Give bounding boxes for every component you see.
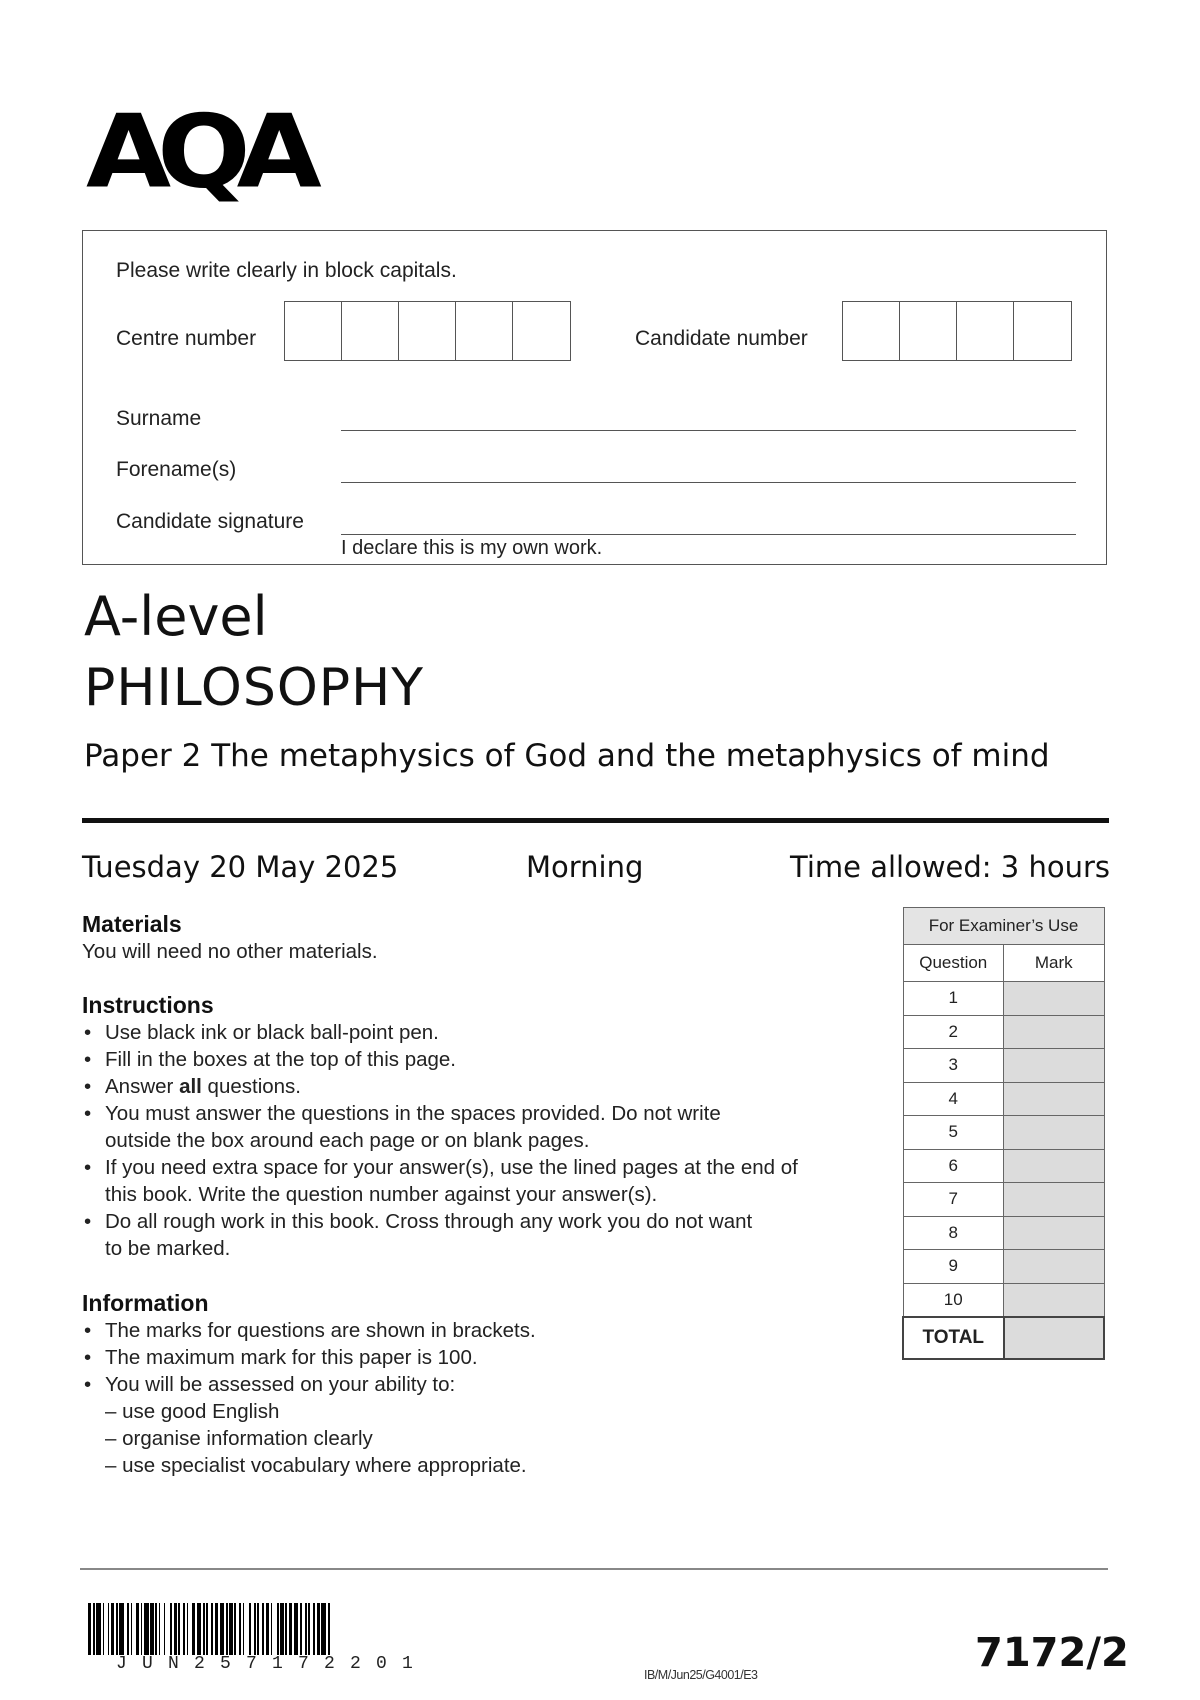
information-heading: Information	[82, 1290, 209, 1316]
information-section	[82, 1290, 882, 1479]
surname-label: Surname	[116, 407, 202, 430]
information-item: • You will be assessed on your ability to:	[82, 1371, 882, 1398]
instruction-item: • You must answer the questions in the spaces provided. Do not write outside the box around each page or on blank pages.	[82, 1100, 902, 1154]
document-reference: IB/M/Jun25/G4001/E3	[644, 1668, 758, 1682]
mark-cell	[1004, 1250, 1105, 1284]
forenames-label: Forename(s)	[116, 458, 237, 481]
qualification-level: A-level	[84, 585, 268, 648]
paper-title: Paper 2 The metaphysics of God and the metaphysics of mind	[84, 738, 1050, 774]
examiners-use-table	[902, 907, 1105, 1360]
examiners-use-heading: For Examiner’s Use	[903, 908, 1104, 945]
centre-number-boxes[interactable]	[284, 301, 571, 361]
mark-cell	[1004, 1015, 1105, 1049]
mark-cell	[1004, 1116, 1105, 1150]
information-subitem: – use specialist vocabulary where appropriate.	[105, 1454, 527, 1477]
aqa-logo: AQA	[86, 92, 308, 211]
instructions-heading: Instructions	[82, 992, 214, 1018]
centre-number-label: Centre number	[116, 327, 257, 350]
candidate-number-boxes[interactable]	[842, 301, 1072, 361]
question-number: 5	[903, 1116, 1004, 1150]
footer-divider	[80, 1568, 1108, 1570]
information-subitem: – use good English	[105, 1400, 280, 1423]
information-subitem: – organise information clearly	[105, 1427, 373, 1450]
forenames-line[interactable]	[341, 482, 1076, 483]
mark-cell	[1004, 1149, 1105, 1183]
mark-cell	[1004, 1082, 1105, 1116]
block-capitals-instruction: Please write clearly in block capitals.	[116, 259, 457, 282]
instruction-item: • Use black ink or black ball-point pen.	[82, 1019, 902, 1046]
information-item: • The maximum mark for this paper is 100.	[82, 1344, 882, 1371]
materials-text: You will need no other materials.	[82, 940, 378, 963]
instruction-item: • If you need extra space for your answer(s), use the lined pages at the end of this book. Write the question number against your answer(s).	[82, 1154, 902, 1208]
question-number: 4	[903, 1082, 1004, 1116]
exam-date: Tuesday 20 May 2025	[82, 850, 399, 884]
candidate-details-box	[82, 230, 1107, 565]
materials-heading: Materials	[82, 911, 182, 937]
mark-cell	[1004, 1049, 1105, 1083]
mark-column-header: Mark	[1004, 945, 1105, 982]
title-divider	[82, 818, 1109, 823]
time-allowed: Time allowed: 3 hours	[790, 850, 1110, 884]
mark-cell	[1004, 1216, 1105, 1250]
candidate-signature-label: Candidate signature	[116, 510, 304, 533]
subject-title: PHILOSOPHY	[84, 658, 425, 718]
declaration-text: I declare this is my own work.	[341, 537, 603, 559]
question-number: 2	[903, 1015, 1004, 1049]
question-column-header: Question	[903, 945, 1004, 982]
mark-cell	[1004, 982, 1105, 1016]
instructions-section	[82, 992, 902, 1262]
barcode-digits: JUN257172201	[116, 1654, 429, 1674]
instruction-item: • Fill in the boxes at the top of this page.	[82, 1046, 902, 1073]
total-label: TOTAL	[903, 1317, 1004, 1359]
instruction-item: • Answer all questions.	[82, 1073, 902, 1100]
mark-cell	[1004, 1183, 1105, 1217]
question-number: 3	[903, 1049, 1004, 1083]
surname-line[interactable]	[341, 430, 1076, 431]
barcode	[88, 1603, 474, 1655]
question-number: 9	[903, 1250, 1004, 1284]
materials-section	[82, 911, 882, 965]
question-number: 7	[903, 1183, 1004, 1217]
mark-cell	[1004, 1283, 1105, 1317]
signature-line[interactable]	[341, 534, 1076, 535]
exam-session: Morning	[526, 850, 644, 884]
information-item: • The marks for questions are shown in brackets.	[82, 1317, 882, 1344]
question-number: 6	[903, 1149, 1004, 1183]
paper-code: 7172/2	[975, 1630, 1129, 1676]
question-number: 8	[903, 1216, 1004, 1250]
question-number: 10	[903, 1283, 1004, 1317]
question-number: 1	[903, 982, 1004, 1016]
instruction-item: • Do all rough work in this book. Cross through any work you do not want to be marked.	[82, 1208, 902, 1262]
total-mark-cell	[1004, 1317, 1105, 1359]
candidate-number-label: Candidate number	[635, 327, 808, 350]
